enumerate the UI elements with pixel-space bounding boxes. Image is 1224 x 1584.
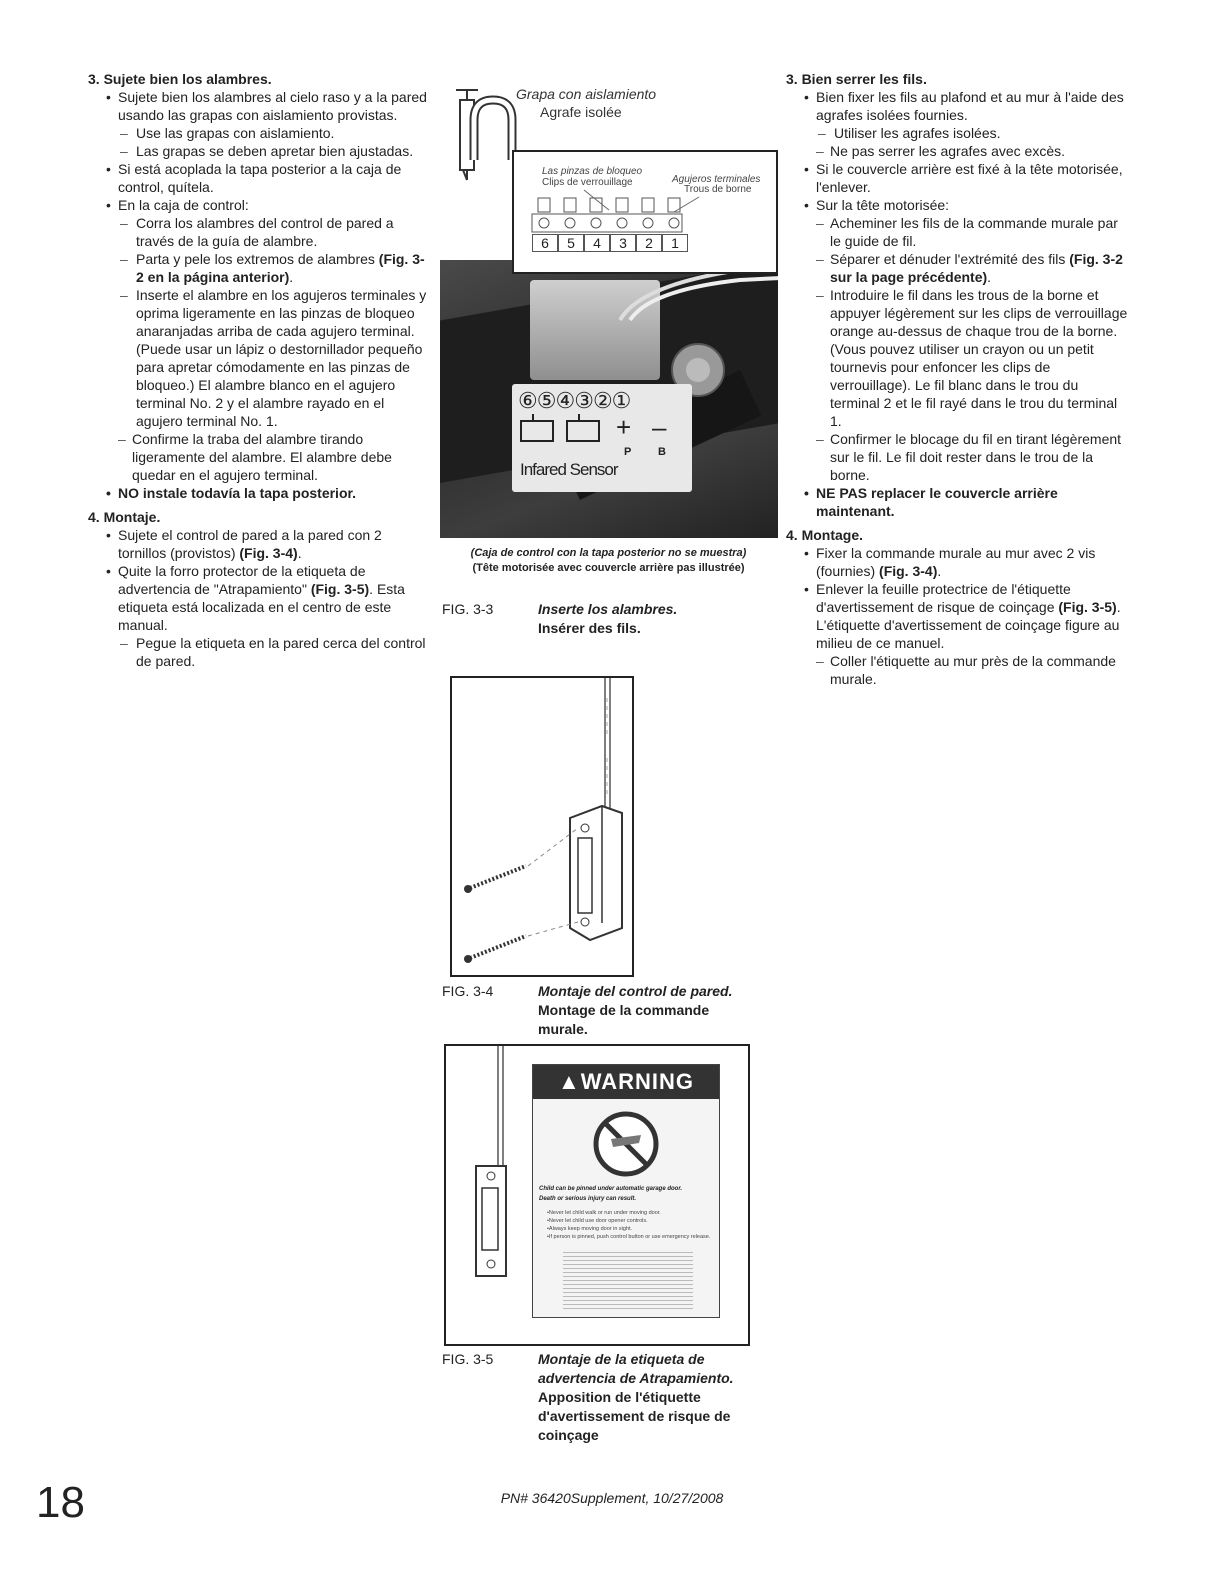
fig-3-5-caption	[442, 1350, 782, 1450]
fig-3-4-caption	[442, 982, 782, 1042]
section-3-title-fr: 3. Bien serrer les fils.	[786, 71, 927, 87]
bullet: • Sur la tête motorisée:	[786, 196, 1131, 214]
fig-3-3-illustration	[436, 80, 781, 540]
figure-title-fr: Insérer des fils.	[538, 620, 641, 636]
section-4-title-es: 4. Montaje.	[88, 509, 161, 525]
no-child-icon	[591, 1109, 661, 1179]
label-item: •Never let child use door opener controls.	[547, 1218, 648, 1224]
sub-item: – Utiliser les agrafes isolées.	[786, 124, 1131, 142]
figure-title-fr: Apposition de l'étiquette	[538, 1389, 701, 1405]
sub-item: – Ne pas serrer les agrafes avec excès.	[786, 142, 1131, 160]
figure-number: FIG. 3-5	[442, 1351, 494, 1367]
sub-item: – Coller l'étiquette au mur près de la commande murale.	[786, 652, 1131, 688]
part-number: PN# 36420Supplement, 10/27/2008	[500, 1490, 724, 1506]
sub-item: – Corra los alambres del control de pared a través de la guía de alambre.	[88, 214, 428, 250]
figure-number: FIG. 3-4	[442, 983, 494, 999]
sub-item: – Séparer et dénuder l'extrémité des fils (Fig. 3-2 sur la page précédente).	[786, 250, 1131, 286]
figure-title-es: Montaje del control de pared.	[538, 983, 733, 999]
warning-bullet: • NO instale todavía la tapa posterior.	[88, 484, 428, 502]
sub-item: – Acheminer les fils de la commande murale par le guide de fil.	[786, 214, 1131, 250]
section-3-title-es: 3. Sujete bien los alambres.	[88, 71, 272, 87]
terminal-number: 4	[584, 234, 610, 252]
warning-word: WARNING	[580, 1069, 695, 1094]
terminal-inset	[512, 150, 778, 274]
warning-banner	[533, 1065, 719, 1099]
p-label: P	[624, 446, 632, 458]
page-number: 18	[36, 1478, 85, 1527]
label-item: •Always keep moving door in sight.	[547, 1226, 633, 1232]
terminal-numbers	[532, 234, 688, 252]
figure-title-es: Montaje de la etiqueta de	[538, 1351, 705, 1367]
label-heading-2: Death or serious injury can result.	[539, 1196, 637, 1202]
photo-caption-fr: (Tête motorisée avec couvercle arrière pas illustrée)	[472, 562, 745, 574]
sensor-label: Infared Sensor	[520, 460, 618, 479]
terminal-number: 3	[610, 234, 636, 252]
terminal-circle: ①	[611, 388, 631, 413]
figure-title-es: Inserte los alambres.	[538, 601, 678, 617]
bullet: • Si está acoplada la tapa posterior a la caja de control, quítela.	[88, 160, 428, 196]
label-heading-1: Child can be pinned under automatic garage door.	[539, 1186, 683, 1192]
bullet: • Quite la forro protector de la etiqueta de advertencia de "Atrapamiento" (Fig. 3-5). Esta etiqueta está localizada en el centro de este manual.	[88, 562, 428, 634]
sub-item: – Las grapas se deben apretar bien ajustadas.	[88, 142, 428, 160]
holes-label-fr: Trous de borne	[684, 184, 752, 195]
b-label: B	[658, 446, 666, 458]
sub-item: – Confirme la traba del alambre tirando ligeramente del alambre. El alambre debe quedar en el agujero terminal.	[88, 430, 428, 484]
sub-item: – Use las grapas con aislamiento.	[88, 124, 428, 142]
bullet: • Enlever la feuille protectrice de l'étiquette d'avertissement de risque de coinçage (Fig. 3-5). L'étiquette d'avertissement de coinçage figure au milieu de ce manuel.	[786, 580, 1131, 652]
label-list	[547, 1209, 713, 1241]
bullet: • Si le couvercle arrière est fixé à la tête motorisée, l'enlever.	[786, 160, 1131, 196]
photo-caption-es: (Caja de control con la tapa posterior no se muestra)	[470, 547, 747, 559]
clips-label-fr: Clips de verrouillage	[542, 177, 633, 188]
bullet: • Sujete bien los alambres al cielo raso y a la pared usando las grapas con aislamiento provistas.	[88, 88, 428, 124]
label-item: •Never let child walk or run under moving door.	[547, 1210, 661, 1216]
warning-bullet: • NE PAS replacer le couvercle arrière maintenant.	[786, 484, 1131, 520]
french-instructions	[786, 70, 1131, 688]
minus-sign: –	[652, 412, 667, 442]
terminal-circle: ③	[574, 388, 593, 413]
fig-3-5-illustration	[444, 1044, 750, 1346]
control-box-photo	[440, 260, 778, 538]
bullet: • Fixer la commande murale au mur avec 2 vis (fournies) (Fig. 3-4).	[786, 544, 1131, 580]
bullet: • Bien fixer les fils au plafond et au mur à l'aide des agrafes isolées fournies.	[786, 88, 1131, 124]
figure-title-fr: Montage de la commande	[538, 1002, 710, 1018]
spanish-instructions	[88, 70, 428, 670]
figure-title-es: advertencia de Atrapamiento.	[538, 1370, 734, 1386]
sub-item: – Pegue la etiqueta en la pared cerca del control de pared.	[88, 634, 428, 670]
sub-item: – Introduire le fil dans les trous de la borne et appuyer légèrement sur les clips de verrouillage orange au-dessus de chaque trou de la borne. (Vous pouvez utiliser un crayon ou un petit tournevis pour enfoncer les clips de verrouillage). Le fil blanc dans le trou du terminal 2 et le fil rayé dans le trou du terminal 1.	[786, 286, 1131, 430]
terminal-number: 2	[636, 234, 662, 252]
fig-3-4-illustration	[450, 676, 634, 977]
terminal-circle: ②	[592, 388, 612, 413]
warning-triangle-icon: ▲	[557, 1069, 581, 1094]
warning-label	[532, 1064, 720, 1318]
terminal-number: 6	[532, 234, 558, 252]
figure-title-fr: murale.	[538, 1021, 588, 1037]
sub-item: – Inserte el alambre en los agujeros terminales y oprima ligeramente en las pinzas de bloqueo anaranjadas arriba de cada agujero terminal. (Puede usar un lápiz o destornillador pequeño para apretar cómodamente en las pinzas de bloqueo.) El alambre blanco en el agujero terminal No. 2 y el alambre rayado en el agujero terminal No. 1.	[88, 286, 428, 430]
terminal-circle: ⑥	[518, 388, 537, 413]
sub-item: – Confirmer le blocage du fil en tirant légèrement sur le fil. Le fil doit rester dans le trou de la borne.	[786, 430, 1131, 484]
staple-label-es: Grapa con aislamiento	[516, 86, 657, 102]
sub-item: – Parta y pele los extremos de alambres (Fig. 3-2 en la página anterior).	[88, 250, 428, 286]
figure-title-fr: d'avertissement de risque de	[538, 1408, 731, 1424]
holes-label-es: Agujeros terminales	[672, 174, 761, 185]
plus-sign: +	[616, 412, 632, 442]
terminal-number: 1	[662, 234, 688, 252]
figure-title-fr: coinçage	[538, 1427, 599, 1443]
bullet: • En la caja de control:	[88, 196, 428, 214]
fig-3-3-caption	[442, 600, 772, 640]
label-item: •If person is pinned, push control button or use emergency release.	[547, 1234, 711, 1240]
terminal-circle: ④	[555, 388, 575, 413]
terminal-circle: ⑤	[536, 388, 556, 413]
staple-label-fr: Agrafe isolée	[540, 104, 622, 120]
sensor-panel	[512, 384, 692, 492]
section-4-title-fr: 4. Montage.	[786, 527, 864, 543]
bullet: • Sujete el control de pared a la pared con 2 tornillos (provistos) (Fig. 3-4).	[88, 526, 428, 562]
terminal-number: 5	[558, 234, 584, 252]
figure-number: FIG. 3-3	[442, 601, 494, 617]
photo-caption	[436, 546, 781, 576]
clips-label-es: Las pinzas de bloqueo	[542, 166, 643, 177]
